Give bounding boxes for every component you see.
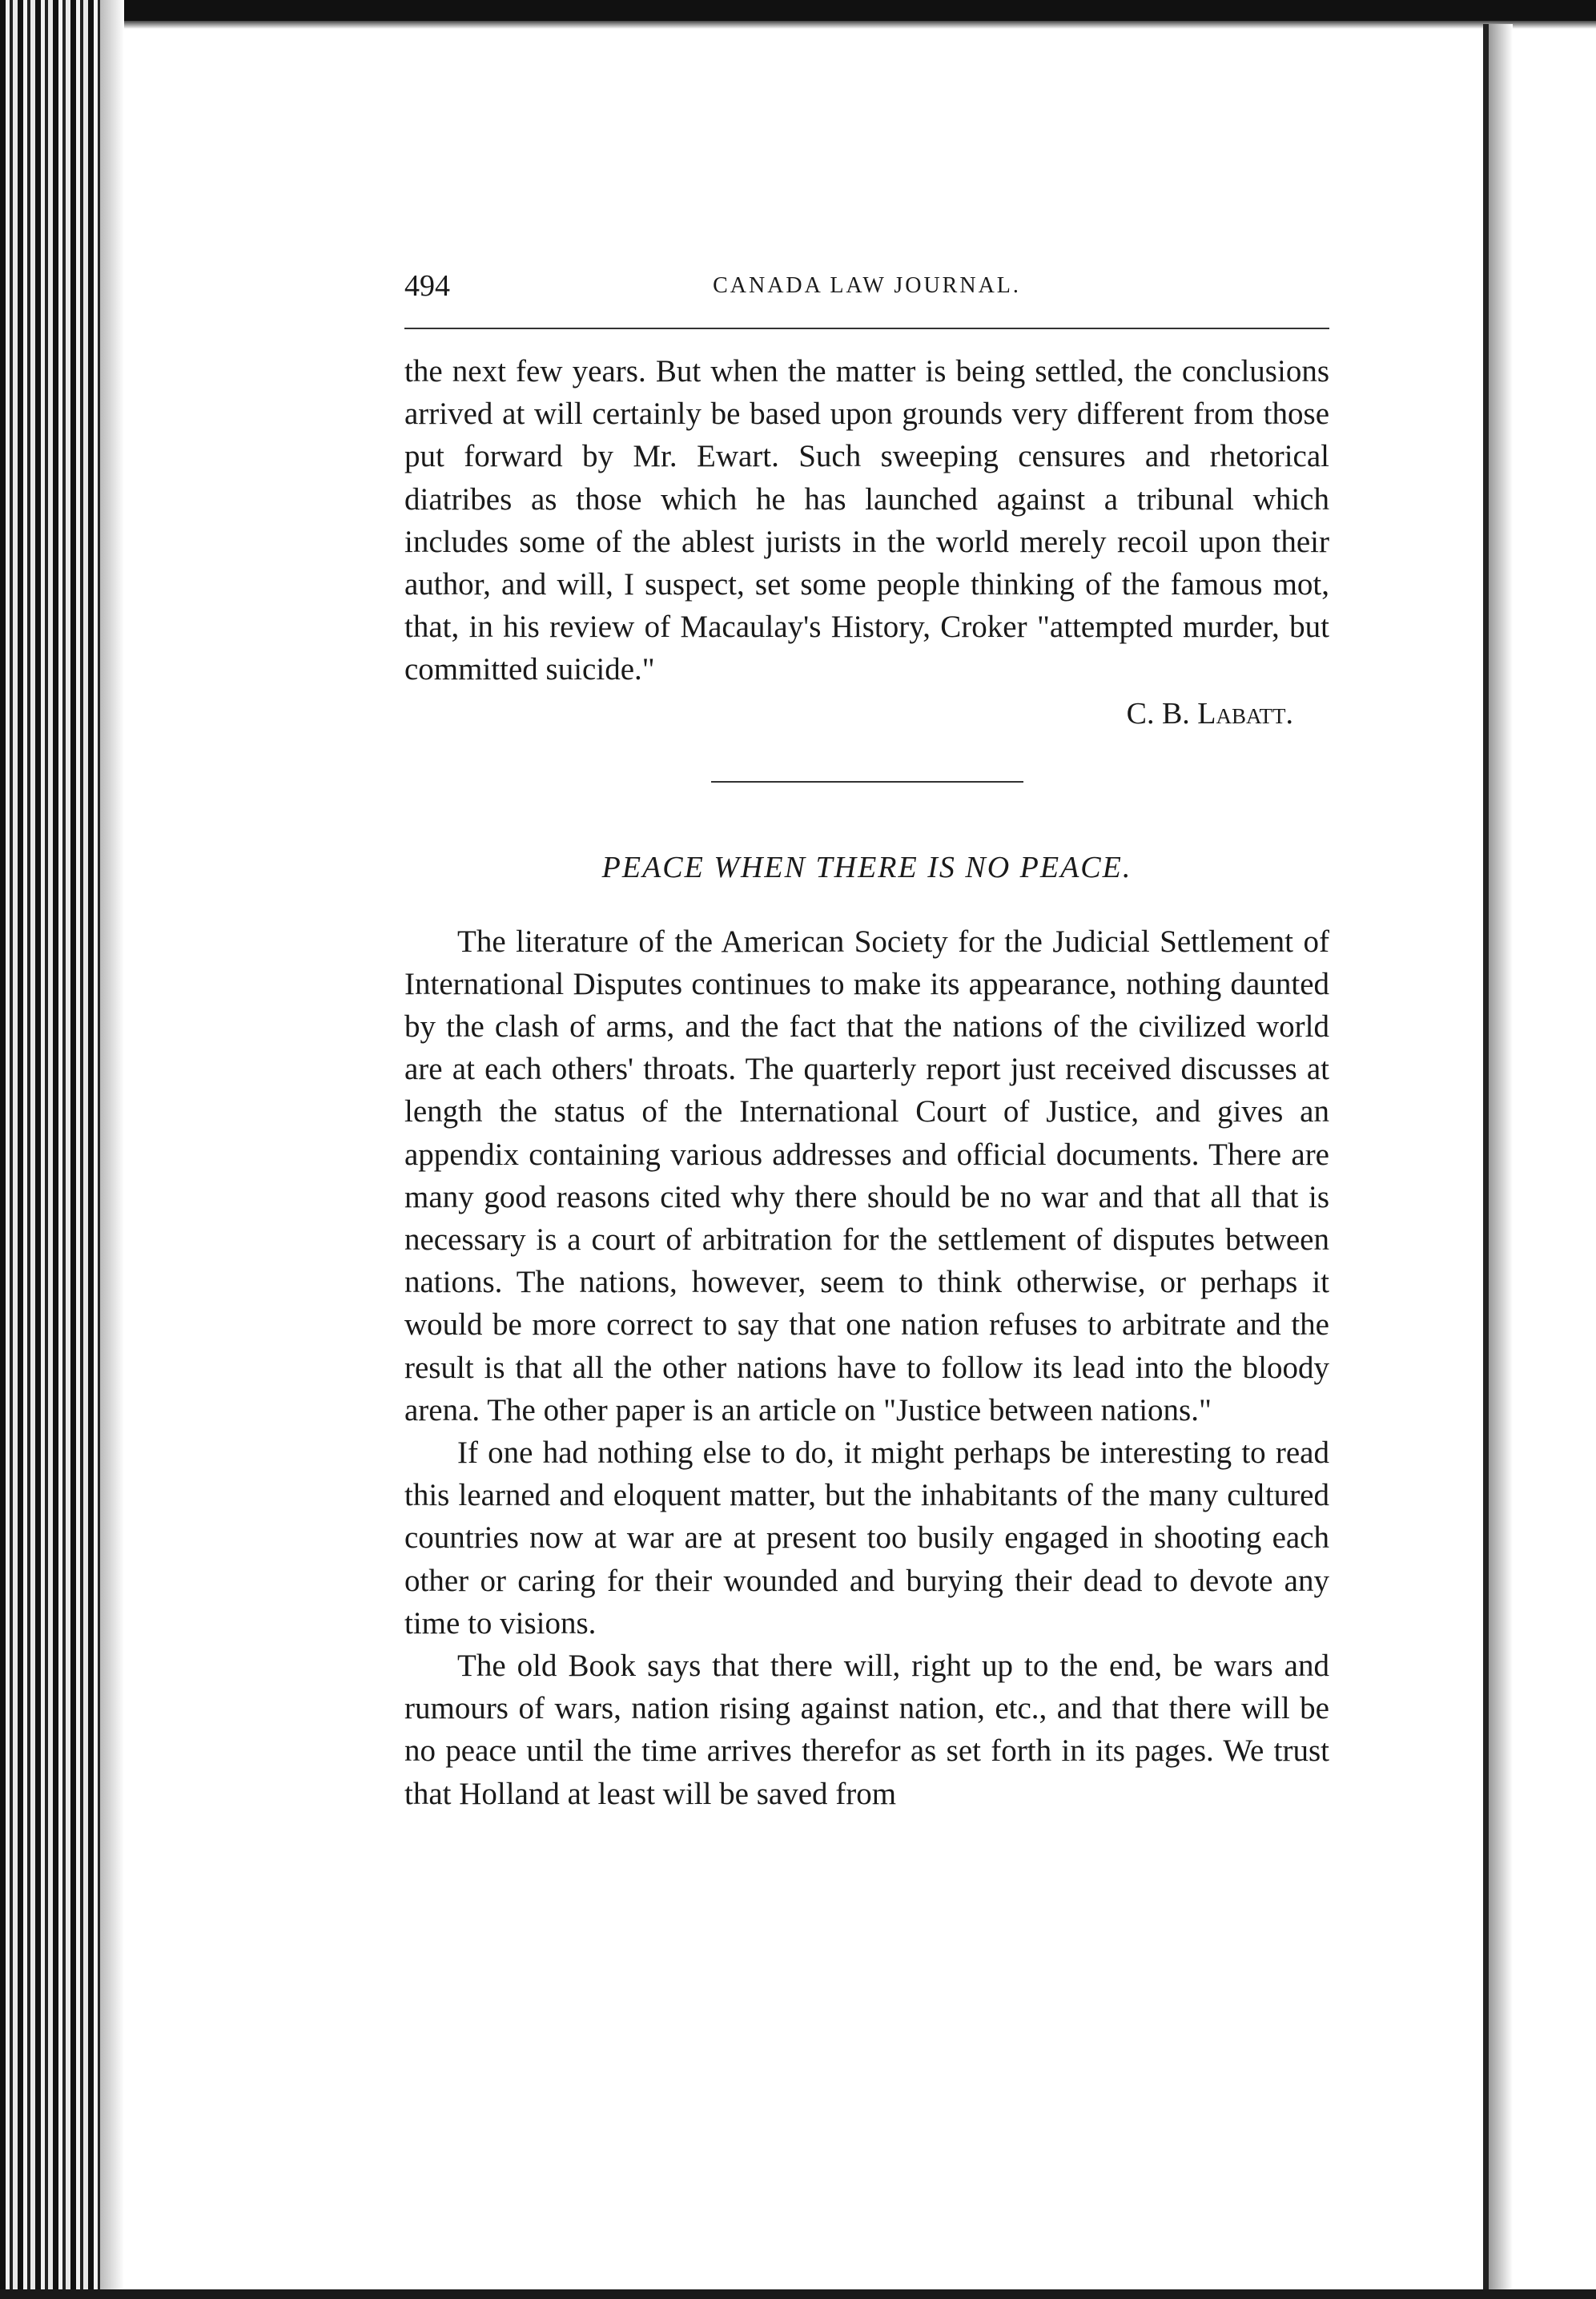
page-content bbox=[404, 268, 1329, 1815]
scan-top-edge bbox=[0, 0, 1596, 21]
header-rule bbox=[404, 328, 1329, 329]
section-divider bbox=[711, 781, 1023, 783]
scan-top-shadow bbox=[0, 21, 1596, 29]
author-signature: C. B. Labatt. bbox=[1126, 696, 1293, 731]
scan-bottom-edge bbox=[0, 2289, 1596, 2299]
article bbox=[404, 850, 1329, 1815]
article-title: PEACE WHEN THERE IS NO PEACE. bbox=[601, 850, 1132, 884]
page-number: 494 bbox=[404, 269, 450, 303]
continued-paragraph: the next few years. But when the matter is being settled, the conclusions arrived at will certainly be based upon grounds very different from those put forward by Mr. Ewart. Such sweeping censures and rhetorical diatribes as those which he has launched against a tribunal which includes some of the ablest jurists in the world merely recoil upon their author, and will, I suspect, set some people thinking of the famous mot, that, in his review of Macaulay's History, Croker "attempted murder, but committed suicide." bbox=[404, 354, 1329, 687]
scan-right-edge bbox=[1483, 24, 1489, 2299]
page-header bbox=[404, 268, 1329, 313]
binding-shadow bbox=[100, 0, 124, 2299]
book-binding-edge bbox=[0, 0, 100, 2299]
right-edge-shadow bbox=[1489, 24, 1513, 2299]
article-paragraph: If one had nothing else to do, it might perhaps be interesting to read this learned and eloquent matter, but the inhabitants of the many cultured countries now at war are at present too busily engaged in shooting each other or caring for their wounded and burying their dead to devote any time to visions. bbox=[404, 1435, 1329, 1641]
running-title: CANADA LAW JOURNAL. bbox=[713, 273, 1021, 298]
article-paragraph: The old Book says that there will, right up to the end, be wars and rumours of wars, nation rising against nation, etc., and that there will be no peace until the time arrives therefor as set forth in its pages. We trust that Holland at least will be saved from bbox=[404, 1649, 1329, 1811]
previous-article bbox=[404, 350, 1329, 731]
article-paragraph: The literature of the American Society for the Judicial Settlement of International Disputes continues to make its appearance, nothing daunted by the clash of arms, and the fact that the nations of the civilized world are at each others' throats. The quarterly report just received discusses at length the status of the International Court of Justice, and gives an appendix containing various addresses and official documents. There are many good reasons cited why there should be no war and that all that is necessary is a court of arbitration for the settlement of disputes between nations. The nations, however, seem to think otherwise, or perhaps it would be more correct to say that one nation refuses to arbitrate and the result is that all the other nations have to follow its lead into the bloody arena. The other paper is an article on "Justice between nations." bbox=[404, 924, 1329, 1427]
